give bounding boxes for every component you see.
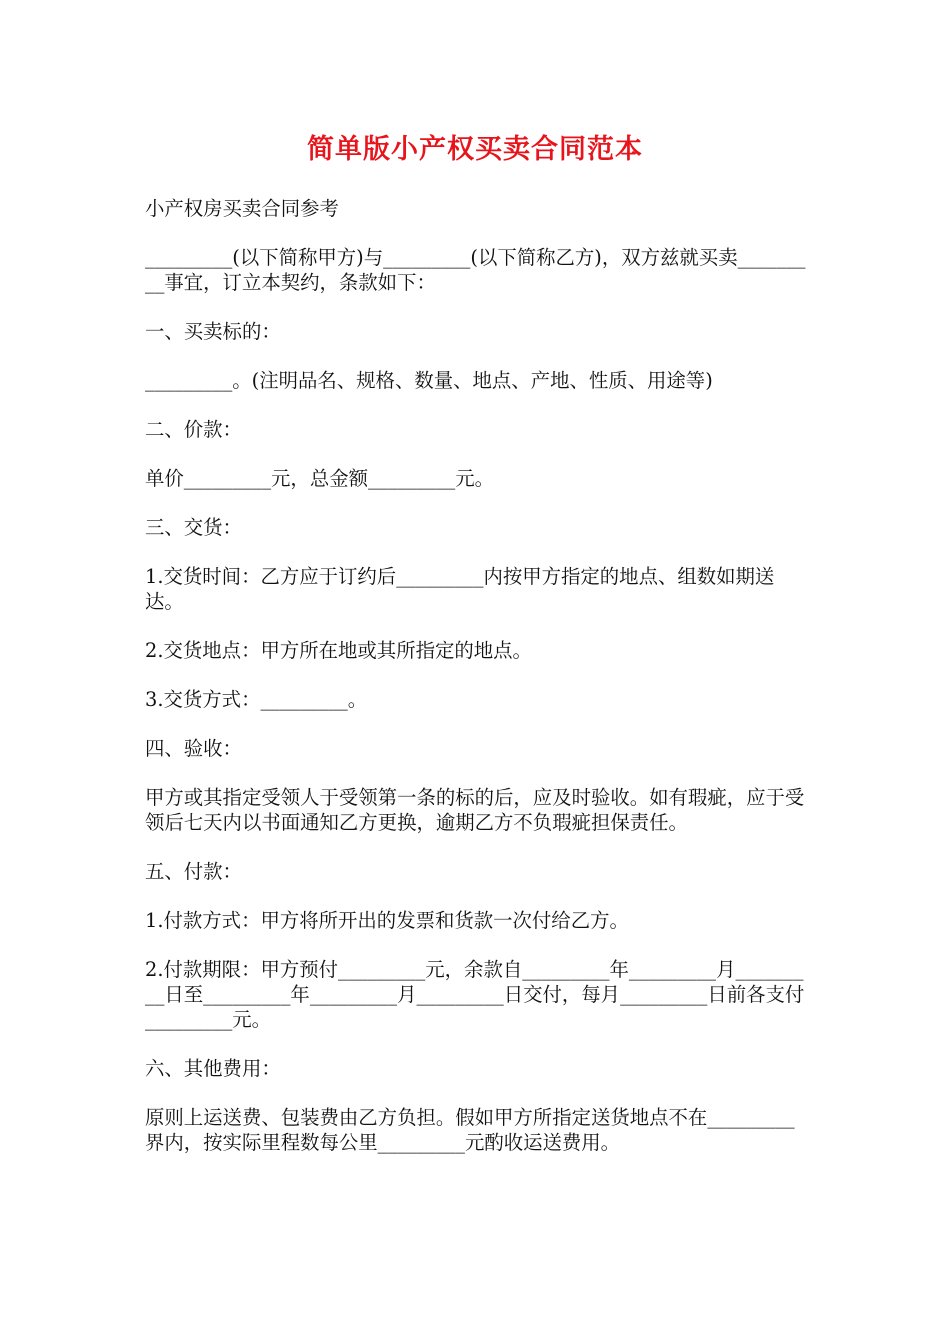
section-heading-inspection: 四、验收： <box>145 737 242 760</box>
paragraph-delivery-time: 1.交货时间：乙方应于订约后_________内按甲方指定的地点、组数如期送达。 <box>145 565 775 613</box>
paragraph-other-fees: 原则上运送费、包装费由乙方负担。假如甲方所指定送货地点不在_________界内，按实际里程数每公里_________元酌收运送费用。 <box>145 1106 795 1154</box>
paragraph-delivery-method: 3.交货方式：_________。 <box>145 688 368 711</box>
section-heading-other-fees: 六、其他费用： <box>145 1057 281 1080</box>
paragraph-delivery-place: 2.交货地点：甲方所在地或其所指定的地点。 <box>145 639 532 662</box>
paragraph-payment-term: 2.付款期限：甲方预付_________元，余款自_________年_________月_________日至_________年_________月_________日交付，每月_________日前各支付_________元。 <box>145 958 805 1031</box>
paragraph-inspection: 甲方或其指定受领人于受领第一条的标的后，应及时验收。如有瑕疵，应于受领后七天内以书面通知乙方更换，逾期乙方不负瑕疵担保责任。 <box>145 786 805 834</box>
section-heading-subject: 一、买卖标的： <box>145 320 281 343</box>
paragraph-subject: _________。(注明品名、规格、数量、地点、产地、性质、用途等) <box>145 369 713 392</box>
document-body <box>145 196 807 1179</box>
section-heading-delivery: 三、交货： <box>145 516 242 539</box>
paragraph-price: 单价_________元，总金额_________元。 <box>145 467 495 490</box>
section-heading-price: 二、价款： <box>145 418 242 441</box>
paragraph-intro: _________(以下简称甲方)与_________(以下简称乙方)，双方兹就买卖_________事宜，订立本契约，条款如下： <box>145 246 806 294</box>
paragraph-payment-method: 1.付款方式：甲方将所开出的发票和货款一次付给乙方。 <box>145 909 629 932</box>
document-title: 简单版小产权买卖合同范本 <box>307 134 643 165</box>
paragraph-subtitle: 小产权房买卖合同参考 <box>145 197 339 220</box>
section-heading-payment: 五、付款： <box>145 860 242 883</box>
